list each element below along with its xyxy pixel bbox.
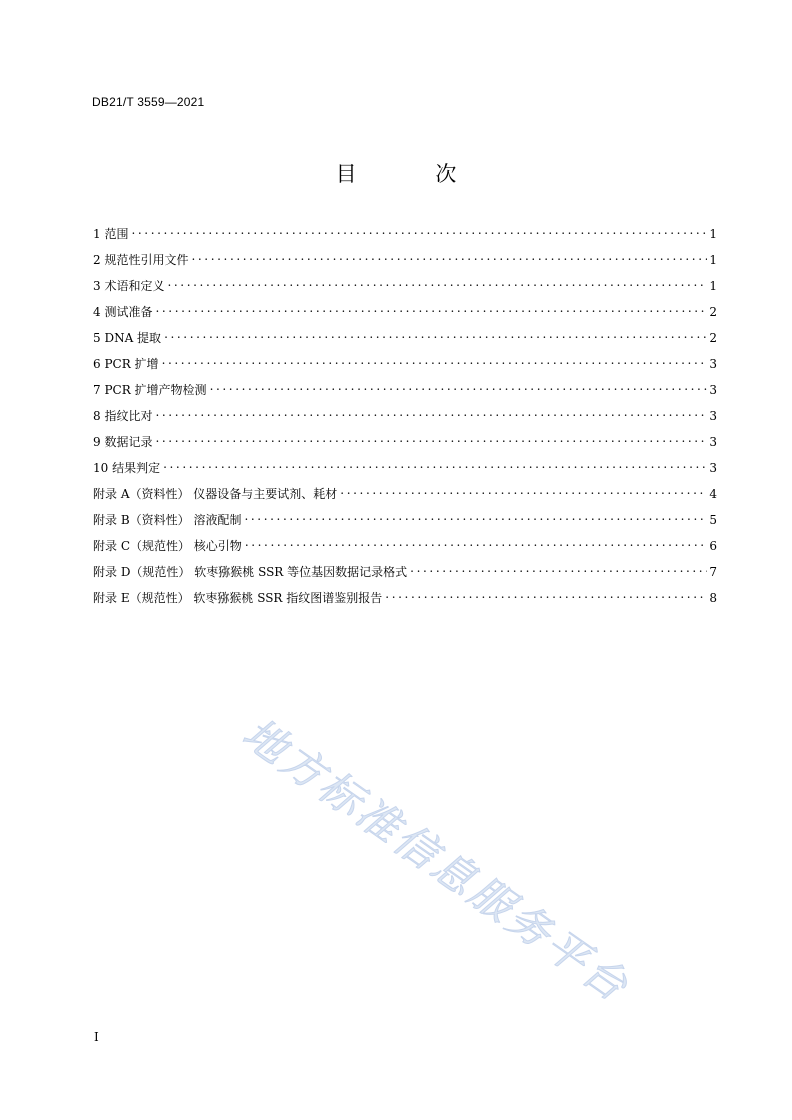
table-of-contents	[93, 224, 717, 614]
toc-entry-label: 9 数据记录	[93, 435, 153, 449]
toc-entry-page: 4	[709, 487, 717, 501]
toc-entry-page: 5	[709, 513, 717, 527]
toc-entry-label: 附录 B（资料性） 溶液配制	[93, 513, 242, 527]
toc-entry[interactable]	[93, 354, 717, 380]
toc-entry-page: 3	[709, 383, 717, 397]
toc-entry-label: 附录 C（规范性） 核心引物	[93, 539, 242, 553]
toc-entry-label: 4 测试准备	[93, 305, 153, 319]
toc-entry-label: 1 范围	[93, 227, 129, 241]
toc-entry-page: 3	[709, 461, 717, 475]
toc-entry-label: 10 结果判定	[93, 461, 161, 475]
toc-entry-label: 附录 A（资料性） 仪器设备与主要试剂、耗材	[93, 487, 338, 501]
toc-entry-label: 附录 D（规范性） 软枣猕猴桃 SSR 等位基因数据记录格式	[93, 565, 408, 579]
toc-entry[interactable]	[93, 328, 717, 354]
toc-entry-label: 7 PCR 扩增产物检测	[93, 383, 207, 397]
toc-leader-dots	[191, 250, 707, 264]
toc-title: 目 次	[335, 162, 493, 186]
toc-entry[interactable]	[93, 562, 717, 588]
toc-entry-page: 3	[709, 357, 717, 371]
toc-entry-label: 8 指纹比对	[93, 409, 153, 423]
toc-entry[interactable]	[93, 224, 717, 250]
toc-leader-dots	[340, 484, 707, 498]
toc-leader-dots	[155, 406, 707, 420]
toc-leader-dots	[385, 588, 707, 602]
toc-entry-page: 6	[709, 539, 717, 553]
toc-entry-label: 2 规范性引用文件	[93, 253, 189, 267]
toc-entry-label: 6 PCR 扩增	[93, 357, 159, 371]
toc-entry-page: 1	[709, 279, 717, 293]
document-code: DB21/T 3559—2021	[92, 95, 205, 109]
watermark: 地方标准信息服务平台	[234, 708, 640, 1013]
toc-entry[interactable]	[93, 406, 717, 432]
toc-entry-page: 2	[709, 331, 717, 345]
toc-leader-dots	[155, 302, 707, 316]
toc-entry-page: 3	[709, 409, 717, 423]
toc-entry-page: 1	[709, 227, 717, 241]
toc-leader-dots	[244, 510, 707, 524]
toc-entry[interactable]	[93, 302, 717, 328]
toc-entry-page: 3	[709, 435, 717, 449]
toc-entry[interactable]	[93, 484, 717, 510]
toc-entry[interactable]	[93, 510, 717, 536]
toc-leader-dots	[162, 354, 708, 368]
toc-entry-page: 8	[709, 591, 717, 605]
toc-entry[interactable]	[93, 250, 717, 276]
toc-leader-dots	[210, 380, 708, 394]
toc-leader-dots	[245, 536, 708, 550]
toc-leader-dots	[155, 432, 707, 446]
toc-entry[interactable]	[93, 588, 717, 614]
toc-entry-label: 5 DNA 提取	[93, 331, 162, 345]
toc-leader-dots	[163, 458, 707, 472]
toc-entry[interactable]	[93, 380, 717, 406]
toc-leader-dots	[131, 224, 707, 238]
toc-entry-page: 2	[709, 305, 717, 319]
toc-entry-page: 1	[709, 253, 717, 267]
toc-leader-dots	[164, 328, 707, 342]
toc-entry-label: 附录 E（规范性） 软枣猕猴桃 SSR 指纹图谱鉴别报告	[93, 591, 383, 605]
toc-entry-label: 3 术语和定义	[93, 279, 165, 293]
toc-entry[interactable]	[93, 276, 717, 302]
toc-entry[interactable]	[93, 536, 717, 562]
toc-entry[interactable]	[93, 432, 717, 458]
toc-entry-page: 7	[709, 565, 717, 579]
page-number: I	[94, 1030, 99, 1044]
toc-entry[interactable]	[93, 458, 717, 484]
toc-leader-dots	[410, 562, 707, 576]
toc-leader-dots	[167, 276, 707, 290]
